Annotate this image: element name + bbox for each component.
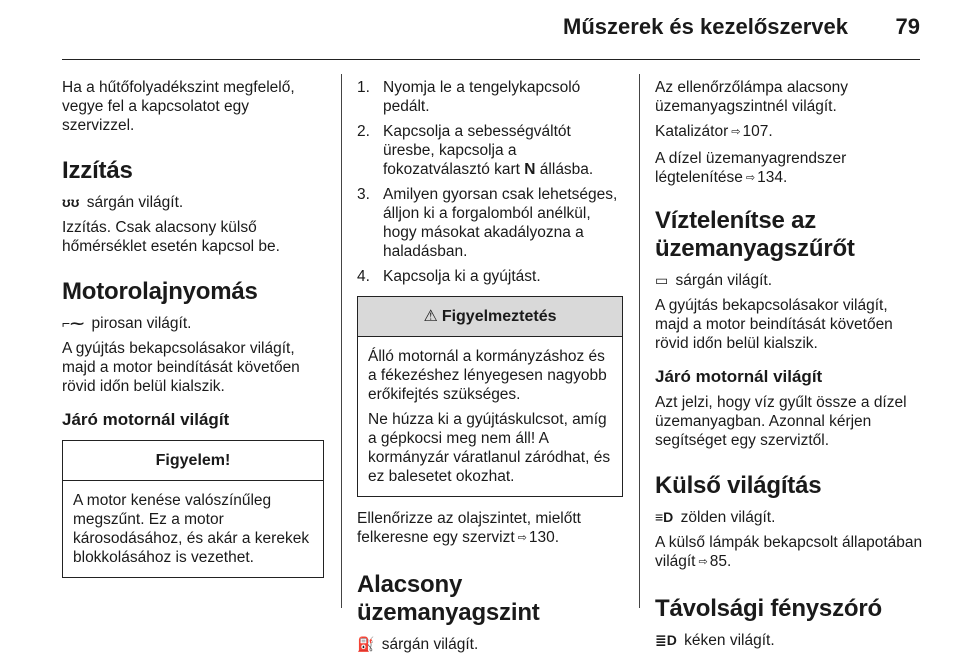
page-ref-icon: ⇨: [731, 126, 741, 138]
page-ref-icon: ⇨: [517, 532, 527, 544]
heading-jaro-motornal-2: Járó motornál világít: [655, 367, 823, 386]
oil-text: A gyújtás bekapcsolásakor világít, majd a motor beindítását követően rövid időn belül kialszik.: [62, 340, 300, 395]
intro-paragraph: Ha a hűtőfolyadékszint megfelelő, vegye fel a kapcsolatot egy szervizzel.: [62, 79, 295, 134]
water-filter-text: A gyújtás bekapcsolásakor világít, majd a motor beindítását követően rövid időn belül kialszik.: [655, 297, 893, 352]
header-rule: [62, 59, 920, 60]
steps-list: [357, 78, 623, 286]
oil-indicator-text: pirosan világít.: [91, 315, 192, 332]
warning-paragraph-1: Álló motornál a kormányzáshoz és a fékezéshez lényegesen nagyobb erőkifejtés szükséges.: [368, 348, 607, 403]
catalyst-ref: Katalizátor ⇨ 107.: [655, 123, 773, 140]
page-header: [0, 0, 960, 58]
high-beam-indicator: [655, 631, 923, 650]
exterior-light-text: A külső lámpák bekapcsolt állapotában világít ⇨ 85.: [655, 534, 923, 570]
column-divider: [341, 74, 342, 608]
heading-alacsony-uzemanyag: Alacsony üzemanyagszint: [357, 571, 540, 626]
warning-box: [357, 296, 623, 497]
high-beam-icon: ≣D: [655, 632, 677, 648]
oil-indicator: [62, 314, 324, 333]
warning-triangle-icon: ⚠: [423, 308, 438, 325]
column-3: [655, 78, 923, 656]
heading-kulso-vilagitas: Külső világítás: [655, 472, 822, 499]
notice-title: Figyelem!: [63, 441, 323, 481]
heading-motorolajnyomas: Motorolajnyomás: [62, 278, 258, 305]
oil-can-icon: ⌐⁓: [62, 315, 85, 331]
column-divider: [639, 74, 640, 608]
heading-tavolsagi-fenyszoro: Távolsági fényszóró: [655, 595, 882, 622]
warning-paragraph-2: Ne húzza ki a gyújtáskulcsot, amíg a gépkocsi meg nem áll! A kormányzár váratlanul záródhat, és ez balesetet okozhat.: [368, 411, 611, 485]
check-oil-text: Ellenőrizze az olajszintet, mielőtt felkeresne egy szervizt ⇨ 130.: [357, 510, 581, 546]
page-number: 79: [895, 14, 920, 39]
column-2: [357, 78, 623, 660]
water-in-fuel-text: Azt jelzi, hogy víz gyűlt össze a dízel üzemanyagban. Azonnal kérjen segítséget egy szerviztől.: [655, 394, 907, 449]
izzitas-indicator: [62, 193, 324, 212]
running-title: Műszerek és kezelőszervek: [563, 14, 848, 39]
heading-izzitas: Izzítás: [62, 157, 133, 184]
warning-header: [358, 297, 622, 337]
water-filter-indicator-text: sárgán világít.: [675, 272, 773, 289]
fuel-filter-icon: ▭: [655, 272, 669, 288]
fuel-lamp-text: Az ellenőrzőlámpa alacsony üzemanyagszintnél világít.: [655, 79, 848, 115]
list-item: 4. Kapcsolja ki a gyújtást.: [357, 268, 541, 285]
heading-viztelenitse: Víztelenítse az üzemanyagszűrőt: [655, 207, 855, 262]
high-beam-indicator-text: kéken világít.: [684, 632, 775, 649]
izzitas-indicator-text: sárgán világít.: [86, 194, 184, 211]
column-1: [62, 78, 324, 578]
water-filter-indicator: [655, 271, 923, 290]
side-light-icon: ≡D: [655, 509, 674, 525]
heading-jaro-motornal: Járó motornál világít: [62, 410, 230, 429]
izzitas-text: Izzítás. Csak alacsony külső hőmérséklet esetén kapcsol be.: [62, 219, 280, 255]
list-item: 3. Amilyen gyorsan csak lehetséges, álljon ki a forgalomból anélkül, hogy másokat akadályozna a haladásban.: [357, 186, 618, 260]
fuel-indicator-text: sárgán világít.: [381, 636, 479, 653]
bleeding-ref: A dízel üzemanyagrendszer légtelenítése ⇨ 134.: [655, 150, 847, 186]
page-ref-icon: ⇨: [698, 556, 708, 568]
exterior-light-indicator-text: zölden világít.: [680, 509, 776, 526]
notice-text: A motor kenése valószínűleg megszűnt. Ez a motor károsodásához, és akár a kerekek blokkolásához is vezethet.: [73, 492, 310, 566]
fuel-indicator: [357, 635, 623, 654]
list-item: 1. Nyomja le a tengelykapcsoló pedált.: [357, 79, 581, 115]
glow-plug-icon: ʊʊ: [62, 194, 80, 210]
fuel-pump-icon: ⛽: [357, 636, 375, 652]
warning-title: Figyelmeztetés: [441, 308, 557, 325]
list-item: 2. Kapcsolja a sebességváltót üresbe, kapcsolja a fokozatválasztó kart N állásba.: [357, 123, 594, 178]
notice-box: [62, 440, 324, 578]
page-ref-icon: ⇨: [745, 172, 756, 184]
exterior-light-indicator: [655, 508, 923, 527]
